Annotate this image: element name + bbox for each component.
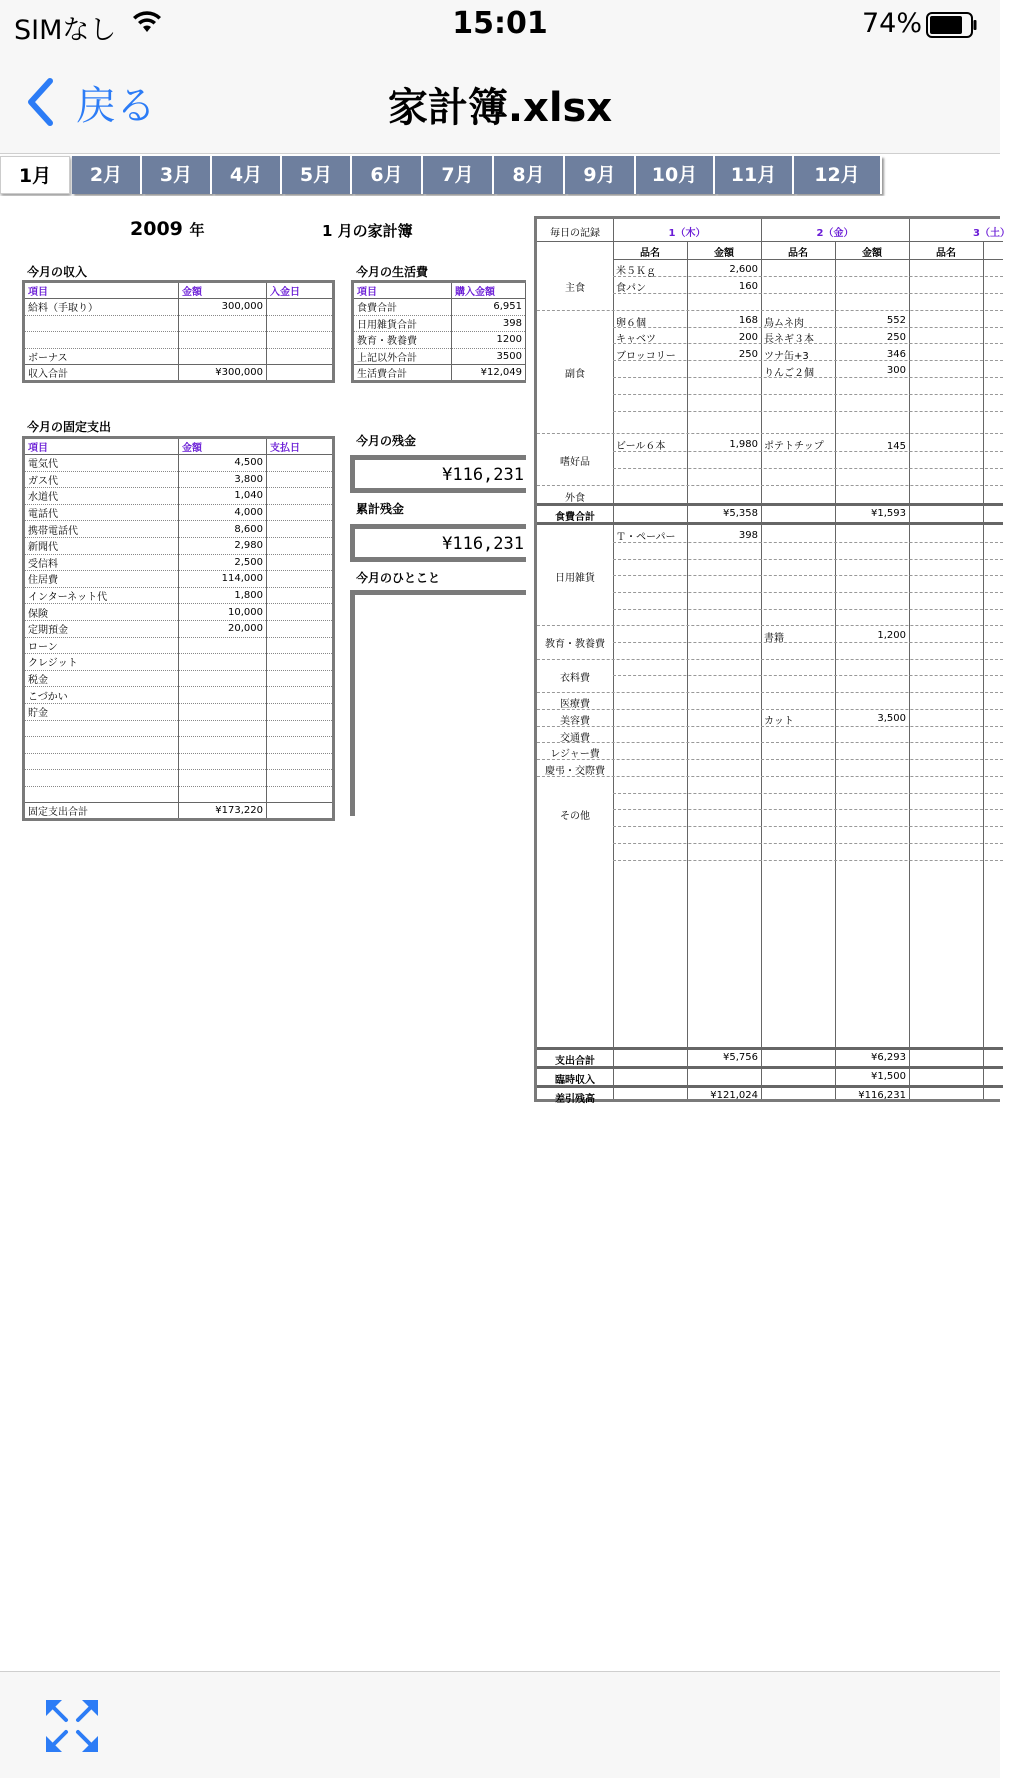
sheet-year: 2009 年 xyxy=(130,218,205,240)
fixed-table: 項目 金額 支払日 電気代 4,500 ガス代 3,800 水道代 1,040 電話代 4,000 携帯電話代 8,600 新聞代 2,980 受信料 2,500 住居費 114,000 インターネット代 1,800 保険 10,000 定期預金 20,000 ローン クレジット 税金 こづかい 貯金 固定支出合計 ¥173,220 xyxy=(22,436,335,821)
item-name: カット xyxy=(764,716,794,727)
daily-record-grid xyxy=(534,216,1010,1105)
balance-value: ¥116,231 xyxy=(442,465,524,485)
back-label: 戻る xyxy=(76,82,156,129)
day2-food-total: ¥1,593 xyxy=(871,508,906,519)
category-label: 食費合計 xyxy=(555,512,595,523)
tab-dec[interactable]: 12月 xyxy=(794,156,882,194)
col-name: 品名 xyxy=(640,248,660,259)
page-title: 家計簿.xlsx xyxy=(387,85,613,131)
spreadsheet-view[interactable] xyxy=(0,196,1010,1671)
item-name: 書籍 xyxy=(764,633,784,644)
item-name: 長ネギ３本 xyxy=(764,334,814,345)
balance-title: 今月の残金 xyxy=(356,434,417,448)
tab-feb[interactable]: 2月 xyxy=(72,156,142,194)
item-amount: 200 xyxy=(738,332,758,343)
fixed-title: 今月の固定支出 xyxy=(27,420,112,434)
item-amount: 3,500 xyxy=(877,713,906,724)
item-amount: 250 xyxy=(738,349,758,360)
day1-balance: ¥121,024 xyxy=(710,1090,758,1101)
col-name: 品名 xyxy=(936,248,956,259)
battery-percent: 74% xyxy=(862,8,923,39)
expand-arrows-icon[interactable] xyxy=(44,1698,100,1754)
day1-spend-total: ¥5,756 xyxy=(723,1052,758,1063)
item-name: ポテトチップ xyxy=(764,441,824,452)
tab-may[interactable]: 5月 xyxy=(282,156,352,194)
income-title: 今月の収入 xyxy=(27,265,88,279)
category-label: 医療費 xyxy=(560,699,590,710)
day2-spend-total: ¥6,293 xyxy=(871,1052,906,1063)
sheet-month-title: 1 月の家計簿 xyxy=(322,222,413,240)
tab-jan[interactable]: 1月 xyxy=(0,156,70,194)
category-label: 衣料費 xyxy=(560,673,590,684)
category-label: 美容費 xyxy=(560,716,590,727)
memo-title: 今月のひとこと xyxy=(356,571,441,585)
cumulative-value: ¥116,231 xyxy=(442,534,524,554)
item-amount: 552 xyxy=(886,315,906,326)
tab-aug[interactable]: 8月 xyxy=(494,156,565,194)
item-amount: 145 xyxy=(886,441,906,452)
category-label: 差引残高 xyxy=(555,1094,595,1105)
tab-oct[interactable]: 10月 xyxy=(636,156,715,194)
item-amount: 1,980 xyxy=(729,439,758,450)
navigation-bar xyxy=(0,50,1000,154)
item-amount: 300 xyxy=(886,365,906,376)
item-name: ツナ缶+3 xyxy=(764,351,809,362)
sheet-tabs xyxy=(0,154,1000,196)
item-name: 米５Ｋｇ xyxy=(616,266,656,277)
cumulative-box xyxy=(350,524,526,562)
item-name: Ｔ・ペーパー xyxy=(616,532,676,543)
category-label: 臨時収入 xyxy=(555,1075,595,1086)
income-table: 項目 金額 入金日 給料（手取り） 300,000 ボーナス 収入合計 ¥300,000 xyxy=(22,280,335,383)
cumulative-title: 累計残金 xyxy=(356,502,405,516)
living-title: 今月の生活費 xyxy=(356,265,429,279)
col-name: 品名 xyxy=(788,248,808,259)
category-label: 教育・教養費 xyxy=(545,639,605,650)
item-name: ブロッコリー xyxy=(616,351,676,362)
category-label: 副食 xyxy=(565,369,585,380)
item-amount: 1,200 xyxy=(877,630,906,641)
category-label: 日用雑貨 xyxy=(555,573,595,584)
col-amount: 金額 xyxy=(862,248,882,259)
living-table: 項目 購入金額 食費合計 6,951 日用雑貨合計 398 教育・教養費 1200 上記以外合計 3500 生活費合計 ¥12,049 xyxy=(351,280,526,383)
item-name: ビール６本 xyxy=(616,441,666,452)
day-3-header: 3（土） xyxy=(973,228,1010,239)
item-amount: 250 xyxy=(886,332,906,343)
item-amount: 168 xyxy=(738,315,758,326)
item-name: りんご２個 xyxy=(764,368,814,379)
item-amount: 2,600 xyxy=(729,264,758,275)
battery-icon xyxy=(926,12,978,38)
item-name: キャベツ xyxy=(616,334,656,345)
category-label: 主食 xyxy=(565,283,585,294)
memo-box xyxy=(350,590,526,816)
bottom-toolbar xyxy=(0,1671,1000,1778)
item-amount: 398 xyxy=(738,530,758,541)
daily-corner: 毎日の記録 xyxy=(550,228,600,239)
balance-box xyxy=(350,455,526,493)
category-label: 交通費 xyxy=(560,733,590,744)
category-label: 慶弔・交際費 xyxy=(545,766,605,777)
item-name: 鳥ムネ肉 xyxy=(764,318,804,329)
item-name: 食パン xyxy=(616,283,646,294)
carrier-label: SIMなし xyxy=(14,15,117,46)
item-amount: 160 xyxy=(738,281,758,292)
day2-balance: ¥116,231 xyxy=(858,1090,906,1101)
category-label: 嗜好品 xyxy=(560,457,590,468)
tab-apr[interactable]: 4月 xyxy=(212,156,282,194)
day-1-header: 1（木） xyxy=(668,228,706,239)
tab-sep[interactable]: 9月 xyxy=(565,156,636,194)
col-amount: 金額 xyxy=(714,248,734,259)
tab-jul[interactable]: 7月 xyxy=(423,156,494,194)
category-label: レジャー費 xyxy=(550,749,600,760)
tab-jun[interactable]: 6月 xyxy=(352,156,423,194)
status-bar xyxy=(0,0,1000,50)
day-2-header: 2（金） xyxy=(816,228,854,239)
category-label: その他 xyxy=(560,811,590,822)
tab-mar[interactable]: 3月 xyxy=(142,156,212,194)
category-label: 支出合計 xyxy=(555,1056,595,1067)
item-name: 卵６個 xyxy=(616,318,646,329)
category-label: 外食 xyxy=(565,493,585,504)
item-amount: 346 xyxy=(886,349,906,360)
day2-extra-income: ¥1,500 xyxy=(871,1071,906,1082)
clock: 15:01 xyxy=(452,6,548,41)
tab-nov[interactable]: 11月 xyxy=(715,156,794,194)
day1-food-total: ¥5,358 xyxy=(723,508,758,519)
